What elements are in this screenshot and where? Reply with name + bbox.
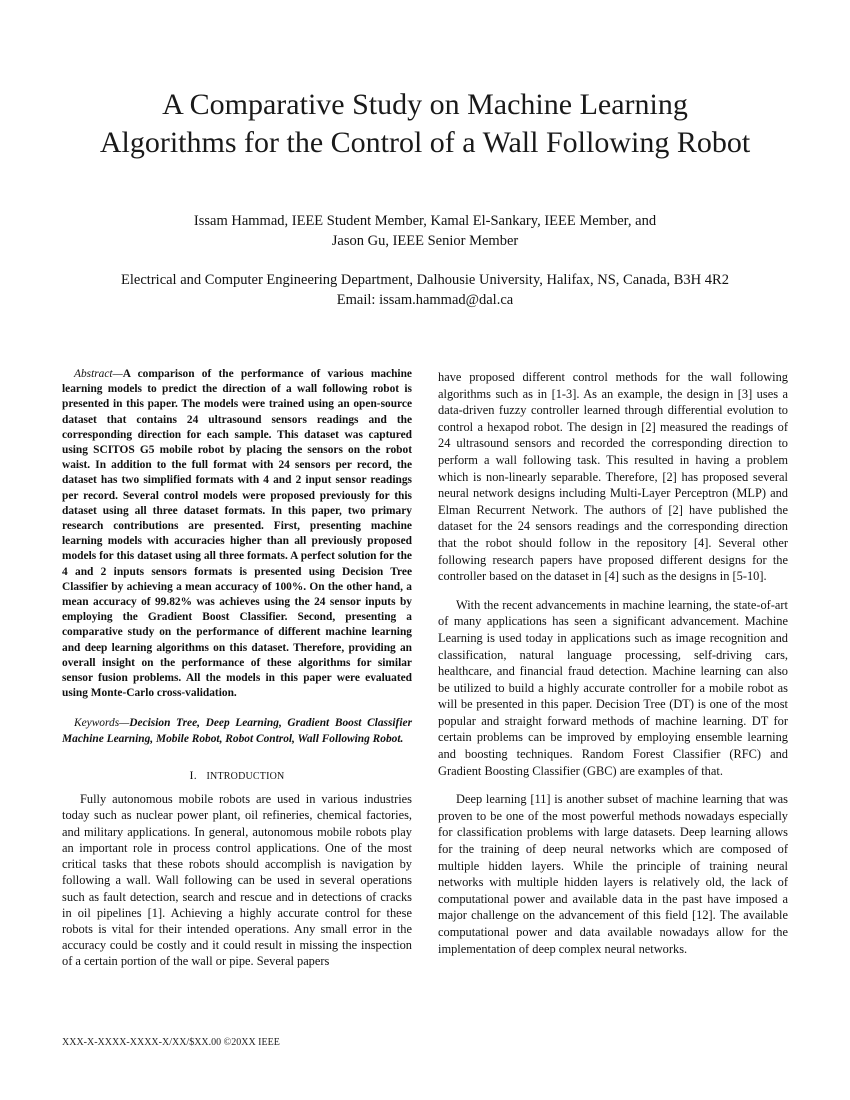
right-paragraph-3: Deep learning [11] is another subset of machine learning that was proven to be one of the most powerful methods nowadays especially for classification problems with large datasets. Deep learning allows for the training of deep neural networks which are composed of multiple hidden layers. While the principle of training neural networks with multiple hidden layers is relatively old, the lack of computational power and available data in the past have imposed a major challenge on the advancement of this field [12]. The available computational power and data available nowadays allow for the implementation of deep complex neural networks. xyxy=(438,792,788,956)
section-number: I. xyxy=(189,768,197,783)
authors-line-1: Issam Hammad, IEEE Student Member, Kamal El-Sankary, IEEE Member, and xyxy=(193,213,657,229)
left-column xyxy=(62,367,412,970)
authors xyxy=(100,211,750,251)
affiliation-block xyxy=(40,270,810,310)
intro-paragraph-1: Fully autonomous mobile robots are used in various industries today such as nuclear power plant, oil refineries, chemical factories, and military applications. In general, autonomous mobile robots play an important role in process control applications. One of the most critical tasks that these robots should accomplish is navigation by following a wall. Wall following can be used in several operations such as fault detection, search and rescue and in detections of cracks in oil pipelines [1]. Achieving a highly accurate control for these robots is vital for their intended operations. Any small error in the accuracy could be costly and it could result in missing the inspection of a certain portion of the wall or pipe. Several papers xyxy=(62,792,412,969)
title-line-1: A Comparative Study on Machine Learning xyxy=(162,88,688,121)
abstract xyxy=(62,367,412,701)
right-paragraph-2: With the recent advancements in machine learning, the state-of-art of many applications has seen a significant advancement. Machine Learning is used today in applications such as image recognition and classification, natural language processing, self-driving cars, healthcare, and financial fraud detection. Machine learning can also be utilized to build a highly accurate controller for a mobile robot as will be presented in this paper. Decision Tree (DT) is one of the most popular and straight forward methods of machine learning. DT for certain problems can be improved by employing ensemble learning and boosting techniques. Random Forest Classifier (RFC) and Gradient Boosting Classifier (GBC) are examples of that. xyxy=(438,597,788,778)
paper-title xyxy=(40,86,810,162)
section-heading-introduction xyxy=(62,767,412,785)
keywords-text: Decision Tree, Deep Learning, Gradient Boost Classifier Machine Learning, Mobile Robot, Robot Control, Wall Following Robot. xyxy=(62,717,412,745)
abstract-label: Abstract— xyxy=(74,368,123,380)
title-line-2: Algorithms for the Control of a Wall Following Robot xyxy=(99,126,751,159)
keywords-label: Keywords— xyxy=(74,717,130,730)
abstract-text: A comparison of the performance of various machine learning models to predict the direction of a wall following robot is presented in this paper. The models were trained using an open-source dataset that contains 24 ultrasound sensors readings and the corresponding direction for each sample. This dataset was captured using SCITOS G5 mobile robot by placing the sensors on the robot waist. In addition to the full format with 24 sensors per record, the dataset has two simplified formats with 4 and 2 input sensor readings per record. Several control models were proposed previously for this dataset using all three dataset formats. In this paper, two primary research contributions are presented. First, presenting machine learning models with accuracies higher than all previously proposed models for this dataset using all three formats. A perfect solution for the 4 and 2 inputs sensors formats is presented using Decision Tree Classifier by achieving a mean accuracy of 100%. On the other hand, a mean accuracy of 99.82% was achieves using the 24 sensor inputs by employing the Gradient Boost Classifier. Second, presenting a comparative study on the performance of different machine learning and deep learning algorithms on this dataset. Therefore, providing an overall insight on the performance of these algorithms for similar sensor fusion problems. All the models in this paper were evaluated using Monte-Carlo cross-validation. xyxy=(62,368,412,700)
copyright-footer: XXX-X-XXXX-XXXX-X/XX/$XX.00 ©20XX IEEE xyxy=(62,1037,280,1048)
section-title: INTRODUCTION xyxy=(206,771,285,783)
email: Email: issam.hammad@dal.ca xyxy=(336,292,514,308)
authors-line-2: Jason Gu, IEEE Senior Member xyxy=(331,233,519,249)
affiliation: Electrical and Computer Engineering Department, Dalhousie University, Halifax, NS, Canada, B3H 4R2 xyxy=(121,272,729,288)
right-paragraph-1: have proposed different control methods for the wall following algorithms such as in [1-3]. As an example, the design in [3] uses a data-driven fuzzy controller learned through differential evolution to control a hexapod robot. The design in [2] measured the readings of 24 ultrasound sensors and recorded the corresponding direction to perform a wall following task. This resulted in having a problem which is non-linearly separable. Therefore, [2] has proposed several neural network designs including Multi-Layer Perceptron (MLP) and Elman Recurrent Network. The authors of [2] have published the dataset for the 24 sensors readings and the corresponding direction that the robot should follow in the repository [4]. Several other following research papers have proposed different designs for the controller based on the dataset in [4] such as the designs in [5-10]. xyxy=(438,370,788,584)
keywords xyxy=(62,716,412,747)
right-column xyxy=(438,369,788,957)
